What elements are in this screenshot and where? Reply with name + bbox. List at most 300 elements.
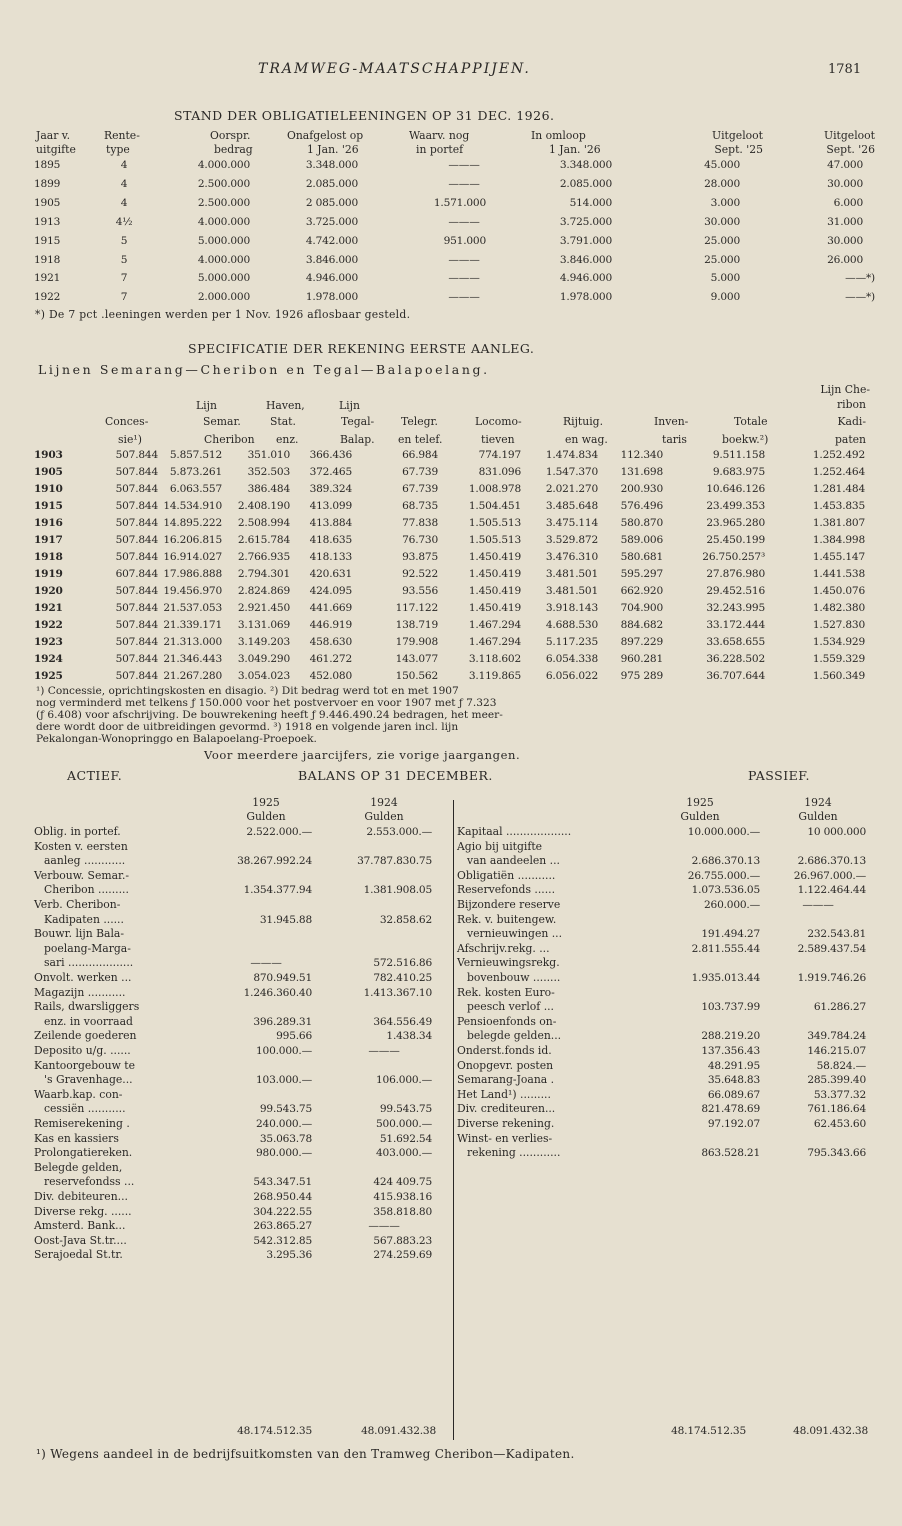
spec-cell: 23.499.353 <box>706 500 765 512</box>
spec-cell: 352.503 <box>247 466 290 478</box>
spec-header-cell: Rijtuig. <box>563 415 604 428</box>
spec-cell: 3.476.310 <box>545 551 598 563</box>
spec-header-cell: Cheribon <box>204 433 255 446</box>
actief-value-1924: 1.438.34 <box>386 1030 432 1043</box>
obligaties-cell: 4 <box>120 159 128 171</box>
spec-cell: 507.844 <box>115 466 158 478</box>
passief-value-1925: 260.000.— <box>704 899 760 911</box>
obligaties-cell: 25.000 <box>704 234 740 247</box>
passief-item-label: Semarang-Joana . <box>457 1073 555 1087</box>
passief-item-label: rekening ............ <box>467 1146 561 1160</box>
spec-header-cell: ribon <box>837 398 866 411</box>
spec-cell: 2.615.784 <box>237 534 290 546</box>
passief-value-1924: 62.453.60 <box>813 1118 866 1130</box>
actief-item-label: Zeilende goederen <box>34 1029 137 1043</box>
passief-year-header: 1924 <box>804 796 832 809</box>
specificatie-subtitle: Lijnen Semarang—Cheribon en Tegal—Balapoelang. <box>38 362 490 377</box>
actief-value-1925: 100.000.— <box>256 1045 312 1057</box>
obligaties-header-cell: Uitgeloot <box>824 129 875 142</box>
spec-cell: 960.281 <box>620 653 663 665</box>
spec-cell: 3.918.143 <box>545 602 598 614</box>
actief-item-label: Serajoedal St.tr. <box>34 1248 123 1262</box>
obligaties-header-cell: Rente- <box>104 129 140 142</box>
balans-footnote: ¹) Wegens aandeel in de bedrijfsuitkomsten van den Tramweg Cheribon—Kadipaten. <box>36 1447 575 1461</box>
spec-cell: 884.682 <box>620 619 663 631</box>
spec-cell: 1925 <box>34 670 63 682</box>
obligaties-cell: 3.725.000 <box>559 215 612 228</box>
actief-item-label: Kantoorgebouw te <box>34 1058 136 1072</box>
obligaties-cell: 2.085.000 <box>559 177 612 190</box>
passief-item-label: Winst- en verlies- <box>457 1131 553 1145</box>
actief-item-label: Verbouw. Semar.- <box>34 868 130 882</box>
obligaties-header-cell: type <box>106 143 130 156</box>
spec-cell: 1.453.835 <box>812 500 865 512</box>
actief-value-1925: 542.312.85 <box>253 1234 312 1247</box>
spec-header-cell: Balap. <box>340 433 375 446</box>
passief-value-1925: 1.935.013.44 <box>691 972 760 984</box>
spec-cell: 1910 <box>34 483 63 495</box>
passief-item-label: Bijzondere reserve <box>457 898 561 911</box>
spec-cell: 1.534.929 <box>812 636 865 648</box>
passief-item-label: vernieuwingen ... <box>467 927 563 941</box>
spec-cell: 3.475.114 <box>545 517 598 529</box>
spec-cell: 580.870 <box>620 517 663 529</box>
spec-cell: 897.229 <box>620 636 663 648</box>
specificatie-title: SPECIFICATIE DER REKENING EERSTE AANLEG. <box>188 341 535 356</box>
spec-cell: 1.384.998 <box>812 534 865 546</box>
obligaties-header-cell: Oorspr. <box>210 129 251 142</box>
passief-value-1924: 761.186.64 <box>807 1103 866 1116</box>
spec-cell: 1924 <box>34 653 63 665</box>
spec-header-cell: enz. <box>276 433 299 446</box>
actief-value-1924: 2.553.000.— <box>366 826 432 838</box>
actief-item-label: Oost-Java St.tr.... <box>34 1233 127 1247</box>
actief-value-1924: 403.000.— <box>376 1147 432 1160</box>
obligaties-cell: 3.846.000 <box>305 253 358 266</box>
spec-cell: 1.455.147 <box>812 551 865 563</box>
spec-header-cell: Haven, <box>266 399 305 412</box>
obligaties-cell: 4.742.000 <box>305 234 358 247</box>
spec-cell: 1.547.370 <box>545 466 598 478</box>
actief-item-label: Belegde gelden, <box>34 1160 123 1174</box>
spec-cell: 19.456.970 <box>163 585 222 597</box>
spec-cell: 33.172.444 <box>706 619 765 631</box>
spec-cell: 93.556 <box>402 585 438 597</box>
passief-value-1925: 48.291.95 <box>707 1059 760 1072</box>
passief-unit-header: Gulden <box>798 810 838 823</box>
obligaties-cell: 25.000 <box>704 253 740 266</box>
passief-value-1925: 2.811.555.44 <box>691 942 760 955</box>
obligaties-cell: 2 085.000 <box>305 196 358 209</box>
passief-item-label: bovenbouw ........ <box>467 971 561 984</box>
spec-cell: 1.450.419 <box>468 551 521 563</box>
passief-item-label: Kapitaal ................... <box>457 825 572 838</box>
spec-cell: 1.281.484 <box>812 483 865 495</box>
spec-header-cell: Kadi- <box>837 415 866 428</box>
obligaties-cell: 30.000 <box>704 215 740 228</box>
obligaties-cell: 45.000 <box>704 159 740 171</box>
spec-cell: 9.683.975 <box>712 466 765 478</box>
spec-cell: 138.719 <box>395 619 438 631</box>
spec-cell: 36.707.644 <box>706 670 765 682</box>
actief-value-1924: 274.259.69 <box>373 1249 432 1262</box>
obligaties-cell: 3.348.000 <box>559 159 612 171</box>
passief-value-1925: 97.192.07 <box>707 1118 760 1130</box>
obligaties-cell: 2.500.000 <box>197 196 250 209</box>
spec-header-cell: Locomo- <box>475 415 522 428</box>
spec-cell: 179.908 <box>395 636 438 648</box>
passief-item-label: van aandeelen ... <box>467 854 560 868</box>
spec-cell: 589.006 <box>620 534 663 546</box>
actief-item-label: sari ................... <box>44 956 134 970</box>
actief-item-label: Magazijn ........... <box>34 985 126 999</box>
actief-value-1925: 870.949.51 <box>253 972 312 984</box>
spec-header-cell: en wag. <box>565 433 608 446</box>
obligaties-cell: 26.000 <box>827 253 863 266</box>
obligaties-cell: 2.085.000 <box>305 177 358 190</box>
passief-item-label: Rek. kosten Euro- <box>457 985 555 999</box>
actief-value-1925: 38.267.992.24 <box>237 855 312 868</box>
obligaties-cell: 951.000 <box>443 234 486 247</box>
actief-value-1924: 415.938.16 <box>373 1191 432 1203</box>
actief-item-label: Onvolt. werken ... <box>34 971 132 984</box>
spec-cell: 77.838 <box>402 517 438 529</box>
spec-header-cell: Lijn <box>339 399 360 412</box>
actief-value-1924: 1.413.367.10 <box>363 986 432 999</box>
passief-value-1924: 2.589.437.54 <box>797 942 866 955</box>
spec-cell: 461.272 <box>309 653 352 665</box>
spec-cell: 351.010 <box>247 449 290 461</box>
spec-cell: 150.562 <box>395 670 438 682</box>
spec-cell: 507.844 <box>115 534 158 546</box>
obligaties-cell: 1899 <box>34 177 61 190</box>
actief-value-1924: 782.410.25 <box>373 972 432 984</box>
actief-item-label: Deposito u/g. ...... <box>34 1044 131 1057</box>
passief-value-1925: 288.219.20 <box>701 1030 760 1043</box>
obligaties-cell: 4.946.000 <box>305 272 358 285</box>
spec-cell: 507.844 <box>115 449 158 461</box>
spec-cell: 507.844 <box>115 517 158 529</box>
spec-cell: 1.441.538 <box>812 568 865 580</box>
obligaties-cell: 3.000 <box>710 196 740 209</box>
actief-value-1925: 263.865.27 <box>253 1220 312 1233</box>
passief-value-1924: 2.686.370.13 <box>797 855 866 868</box>
spec-cell: 389.324 <box>309 483 352 495</box>
obligaties-cell: 3.846.000 <box>559 253 612 266</box>
actief-item-label: Cheribon ......... <box>44 883 129 897</box>
balans-title: BALANS OP 31 DECEMBER. <box>298 768 493 783</box>
spec-cell: 1.505.513 <box>468 517 521 529</box>
actief-value-1925: 995.66 <box>276 1030 312 1043</box>
spec-header-cell: Stat. <box>270 415 296 428</box>
actief-value-1924: 99.543.75 <box>379 1103 432 1116</box>
actief-value-1924: 106.000.— <box>376 1074 432 1087</box>
passief-value-1925: 103.737.99 <box>701 1001 760 1014</box>
spec-cell: 1.527.830 <box>812 619 865 631</box>
spec-cell: 76.730 <box>402 534 438 546</box>
spec-cell: 200.930 <box>620 483 663 495</box>
spec-note-line: Pekalongan-Wonopringgo en Balapoelang-Proepoek. <box>36 733 317 745</box>
spec-header-cell: Lijn Che- <box>820 383 870 396</box>
spec-cell: 2.766.935 <box>237 551 290 563</box>
actief-item-label: Prolongatiereken. <box>34 1146 133 1160</box>
spec-cell: 112.340 <box>620 449 663 461</box>
spec-cell: 507.844 <box>115 653 158 665</box>
obligaties-header-cell: Sept. '25 <box>714 143 763 156</box>
passief-value-1925: 10.000.000.— <box>687 826 760 838</box>
spec-cell: 1915 <box>34 500 63 512</box>
actief-item-label: Amsterd. Bank... <box>34 1219 126 1233</box>
spec-cell: 386.484 <box>247 483 290 495</box>
spec-cell: 1.467.294 <box>468 636 521 648</box>
passief-item-label: Onopgevr. posten <box>457 1058 554 1072</box>
spec-cell: 413.884 <box>309 517 352 529</box>
spec-cell: 6.056.022 <box>545 670 598 682</box>
spec-note-line: (ƒ 6.408) voor afschrijving. De bouwrekening heeft ƒ 9.446.490.24 bedragen, het meer- <box>36 709 503 721</box>
spec-cell: 5.873.261 <box>169 466 222 478</box>
actief-total-1925: 48.174.512.35 <box>237 1425 312 1437</box>
spec-cell: 420.631 <box>309 568 352 580</box>
spec-cell: 5.857.512 <box>169 449 222 461</box>
passief-item-label: Obligatiën ........... <box>457 868 556 882</box>
spec-cell: 6.063.557 <box>169 483 222 495</box>
obligaties-cell: 3.348.000 <box>305 159 358 171</box>
obligaties-cell: 5 <box>120 234 128 247</box>
actief-item-label: Kosten v. eersten <box>34 839 128 853</box>
obligaties-cell: 1.571.000 <box>433 196 486 209</box>
obligaties-cell: 4.000.000 <box>197 159 250 171</box>
running-title: TRAMWEG-MAATSCHAPPIJEN. <box>258 61 531 77</box>
spec-cell: 92.522 <box>402 568 438 580</box>
obligaties-cell: 4½ <box>115 215 133 228</box>
obligaties-header-cell: 1 Jan. '26 <box>307 143 359 156</box>
obligaties-cell: 7 <box>120 272 128 285</box>
spec-cell: 3.054.023 <box>237 670 290 682</box>
obligaties-header-cell: Onafgelost op <box>287 129 364 142</box>
actief-value-1924: 1.381.908.05 <box>363 884 432 897</box>
passief-item-label: Afschrijv.rekg. ... <box>457 941 550 955</box>
spec-cell: 21.313.000 <box>163 636 222 648</box>
obligaties-cell: ——*) <box>845 272 875 285</box>
passief-value-1924: 58.824.— <box>816 1059 866 1072</box>
actief-item-label: reservefondss ... <box>44 1175 135 1189</box>
spec-cell: 413.099 <box>309 500 352 512</box>
spec-cell: 93.875 <box>402 551 438 563</box>
spec-cell: 1.505.513 <box>468 534 521 546</box>
spec-cell: 446.919 <box>309 619 352 631</box>
obligaties-cell: 3.791.000 <box>559 234 612 247</box>
spec-cell: 2.508.994 <box>237 517 290 529</box>
spec-cell: 36.228.502 <box>706 653 765 665</box>
spec-cell: 2.921.450 <box>237 602 290 614</box>
passief-total-1925: 48.174.512.35 <box>671 1425 746 1437</box>
passief-item-label: Rek. v. buitengew. <box>457 912 557 926</box>
spec-cell: 1.450.419 <box>468 568 521 580</box>
obligaties-cell: 9.000 <box>710 291 740 304</box>
spec-cell: 21.267.280 <box>163 670 222 682</box>
spec-cell: 1.381.807 <box>812 517 865 529</box>
obligaties-cell: ——*) <box>845 291 875 304</box>
actief-value-1925: 103.000.— <box>256 1074 312 1087</box>
spec-cell: 32.243.995 <box>706 602 765 614</box>
obligaties-header-cell: Uitgeloot <box>712 129 763 142</box>
spec-cell: 1.450.419 <box>468 585 521 597</box>
obligaties-header-cell: uitgifte <box>36 143 76 156</box>
spec-header-cell: Semar. <box>203 415 241 428</box>
obligaties-cell: 4.000.000 <box>197 253 250 266</box>
passief-value-1925: 66.089.67 <box>707 1088 760 1101</box>
balans-divider <box>453 800 454 1440</box>
obligaties-cell: 1922 <box>34 291 61 304</box>
spec-cell: 580.681 <box>620 551 663 563</box>
passief-item-label: Div. crediteuren... <box>457 1102 556 1116</box>
spec-note-line: nog verminderd met telkens ƒ 150.000 voor het postvervoer en voor 1907 met ƒ 7.323 <box>36 697 497 709</box>
spec-cell: 1919 <box>34 568 63 580</box>
spec-cell: 507.844 <box>115 636 158 648</box>
spec-cell: 67.739 <box>402 466 438 478</box>
obligaties-cell: 28.000 <box>704 177 740 190</box>
spec-cell: 507.844 <box>115 670 158 682</box>
passief-item-label: Reservefonds ...... <box>457 883 556 897</box>
obligaties-cell: 4.946.000 <box>559 272 612 285</box>
spec-cell: 1.008.978 <box>468 483 521 495</box>
obligaties-cell: 5.000.000 <box>197 272 250 285</box>
actief-label: ACTIEF. <box>67 768 123 783</box>
actief-value-1924: 500.000.— <box>376 1118 432 1130</box>
spec-cell: 10.646.126 <box>706 483 765 495</box>
spec-cell: 14.895.222 <box>163 517 222 529</box>
actief-item-label: cessiën ........... <box>44 1102 126 1116</box>
obligaties-cell: 5.000.000 <box>197 234 250 247</box>
actief-value-1925: 240.000.— <box>256 1118 312 1130</box>
passief-item-label: Vernieuwingsrekg. <box>457 956 560 970</box>
spec-cell: 25.450.199 <box>706 534 765 546</box>
actief-item-label: poelang-Marga- <box>44 941 131 955</box>
spec-cell: 1903 <box>34 449 63 461</box>
actief-item-label: Div. debiteuren... <box>34 1190 128 1203</box>
actief-item-label: aanleg ............ <box>44 854 126 868</box>
spec-header-cell: Totale <box>734 415 768 428</box>
actief-value-1924: 572.516.86 <box>373 957 432 970</box>
obligaties-header-cell: in portef <box>416 143 464 156</box>
spec-cell: 66.984 <box>402 449 438 461</box>
spec-cell: 1.474.834 <box>545 449 598 461</box>
spec-cell: 1917 <box>34 534 63 546</box>
spec-cell: 26.750.257³ <box>702 551 765 563</box>
spec-cell: 21.537.053 <box>163 602 222 614</box>
obligaties-title: STAND DER OBLIGATIELEENINGEN OP 31 DEC. 1926. <box>174 108 555 123</box>
spec-cell: 458.630 <box>309 636 352 648</box>
passief-value-1925: 863.528.21 <box>701 1147 760 1160</box>
actief-item-label: Bouwr. lijn Bala- <box>34 927 125 941</box>
spec-cell: 16.206.815 <box>163 534 222 546</box>
actief-item-label: Verb. Cheribon- <box>34 898 121 911</box>
passief-value-1924: 285.399.40 <box>807 1074 866 1087</box>
spec-cell: 2.408.190 <box>237 500 290 512</box>
actief-value-1925: 1.246.360.40 <box>243 986 312 999</box>
obligaties-cell: 4 <box>120 177 128 190</box>
spec-header-cell: paten <box>834 433 866 446</box>
spec-cell: 372.465 <box>309 466 352 478</box>
obligaties-cell: ——— <box>448 291 480 304</box>
spec-cell: 2.794.301 <box>237 568 290 580</box>
spec-cell: 441.669 <box>309 602 352 614</box>
passief-value-1924: 26.967.000.— <box>793 869 866 882</box>
actief-value-1924: 364.556.49 <box>373 1015 432 1028</box>
obligaties-cell: ——— <box>448 215 480 228</box>
actief-value-1924: 567.883.23 <box>373 1234 432 1247</box>
actief-item-label: Rails, dwarsliggers <box>34 1000 140 1014</box>
spec-cell: 3.119.865 <box>468 670 521 682</box>
obligaties-cell: 6.000 <box>833 196 863 209</box>
passief-total-1924: 48.091.432.38 <box>793 1425 868 1437</box>
obligaties-cell: 1895 <box>34 159 61 171</box>
spec-cell: 5.117.235 <box>545 636 598 648</box>
passief-item-label: peesch verlof ... <box>467 1000 554 1014</box>
passief-value-1925: 35.648.83 <box>707 1074 760 1087</box>
obligaties-cell: ——— <box>448 272 480 285</box>
spec-cell: 831.096 <box>478 466 521 478</box>
passief-item-label: Pensioenfonds on- <box>457 1014 557 1028</box>
passief-label: PASSIEF. <box>748 768 810 783</box>
actief-unit-header: Gulden <box>364 810 404 823</box>
spec-cell: 1918 <box>34 551 63 563</box>
obligaties-header-cell: Sept. '26 <box>826 143 875 156</box>
obligaties-cell: 1.978.000 <box>559 291 612 304</box>
actief-value-1925: 396.289.31 <box>253 1015 312 1028</box>
passief-value-1924: 349.784.24 <box>807 1030 866 1043</box>
spec-cell: 29.452.516 <box>706 585 765 597</box>
spec-cell: 1905 <box>34 466 63 478</box>
obligaties-header-cell: In omloop <box>531 129 586 142</box>
passief-value-1924: 232.543.81 <box>807 928 866 941</box>
spec-cell: 1.559.329 <box>812 653 865 665</box>
passief-value-1925: 821.478.69 <box>701 1103 760 1116</box>
spec-cell: 16.914.027 <box>163 551 222 563</box>
spec-header-cell: boekw.²) <box>722 433 769 446</box>
actief-value-1924: 424 409.75 <box>373 1176 432 1189</box>
actief-value-1925: 543.347.51 <box>253 1176 312 1189</box>
actief-value-1925: 1.354.377.94 <box>243 884 312 897</box>
spec-cell: 3.481.501 <box>545 585 598 597</box>
spec-cell: 21.339.171 <box>163 619 222 631</box>
spec-cell: 507.844 <box>115 619 158 631</box>
obligaties-cell: 4.000.000 <box>197 215 250 228</box>
obligaties-header-cell: bedrag <box>214 143 253 156</box>
obligaties-cell: ——— <box>448 159 480 171</box>
spec-cell: 3.049.290 <box>237 653 290 665</box>
obligaties-cell: 514.000 <box>569 196 612 209</box>
actief-year-header: 1924 <box>370 796 398 809</box>
passief-value-1924: 1.122.464.44 <box>797 884 866 897</box>
spec-cell: 1923 <box>34 636 63 648</box>
obligaties-cell: 1905 <box>34 196 61 209</box>
spec-note-line: dere wordt door de uitbreidingen gevormd. ³) 1918 en volgende jaren incl. lijn <box>36 721 459 733</box>
spec-cell: 1922 <box>34 619 63 631</box>
actief-unit-header: Gulden <box>246 810 286 823</box>
actief-value-1925: 2.522.000.— <box>246 826 312 838</box>
actief-item-label: Oblig. in portef. <box>34 825 121 838</box>
see-also-note: Voor meerdere jaarcijfers, zie vorige jaargangen. <box>204 748 521 762</box>
passief-item-label: Diverse rekening. <box>457 1117 555 1130</box>
spec-cell: 424.095 <box>309 585 352 597</box>
obligaties-cell: 2.500.000 <box>197 177 250 190</box>
spec-cell: 3.131.069 <box>237 619 290 631</box>
passief-value-1924: 53.377.32 <box>813 1088 866 1101</box>
obligaties-header-cell: 1 Jan. '26 <box>549 143 601 156</box>
obligaties-cell: 1915 <box>34 234 61 247</box>
spec-cell: 975 289 <box>620 670 663 682</box>
